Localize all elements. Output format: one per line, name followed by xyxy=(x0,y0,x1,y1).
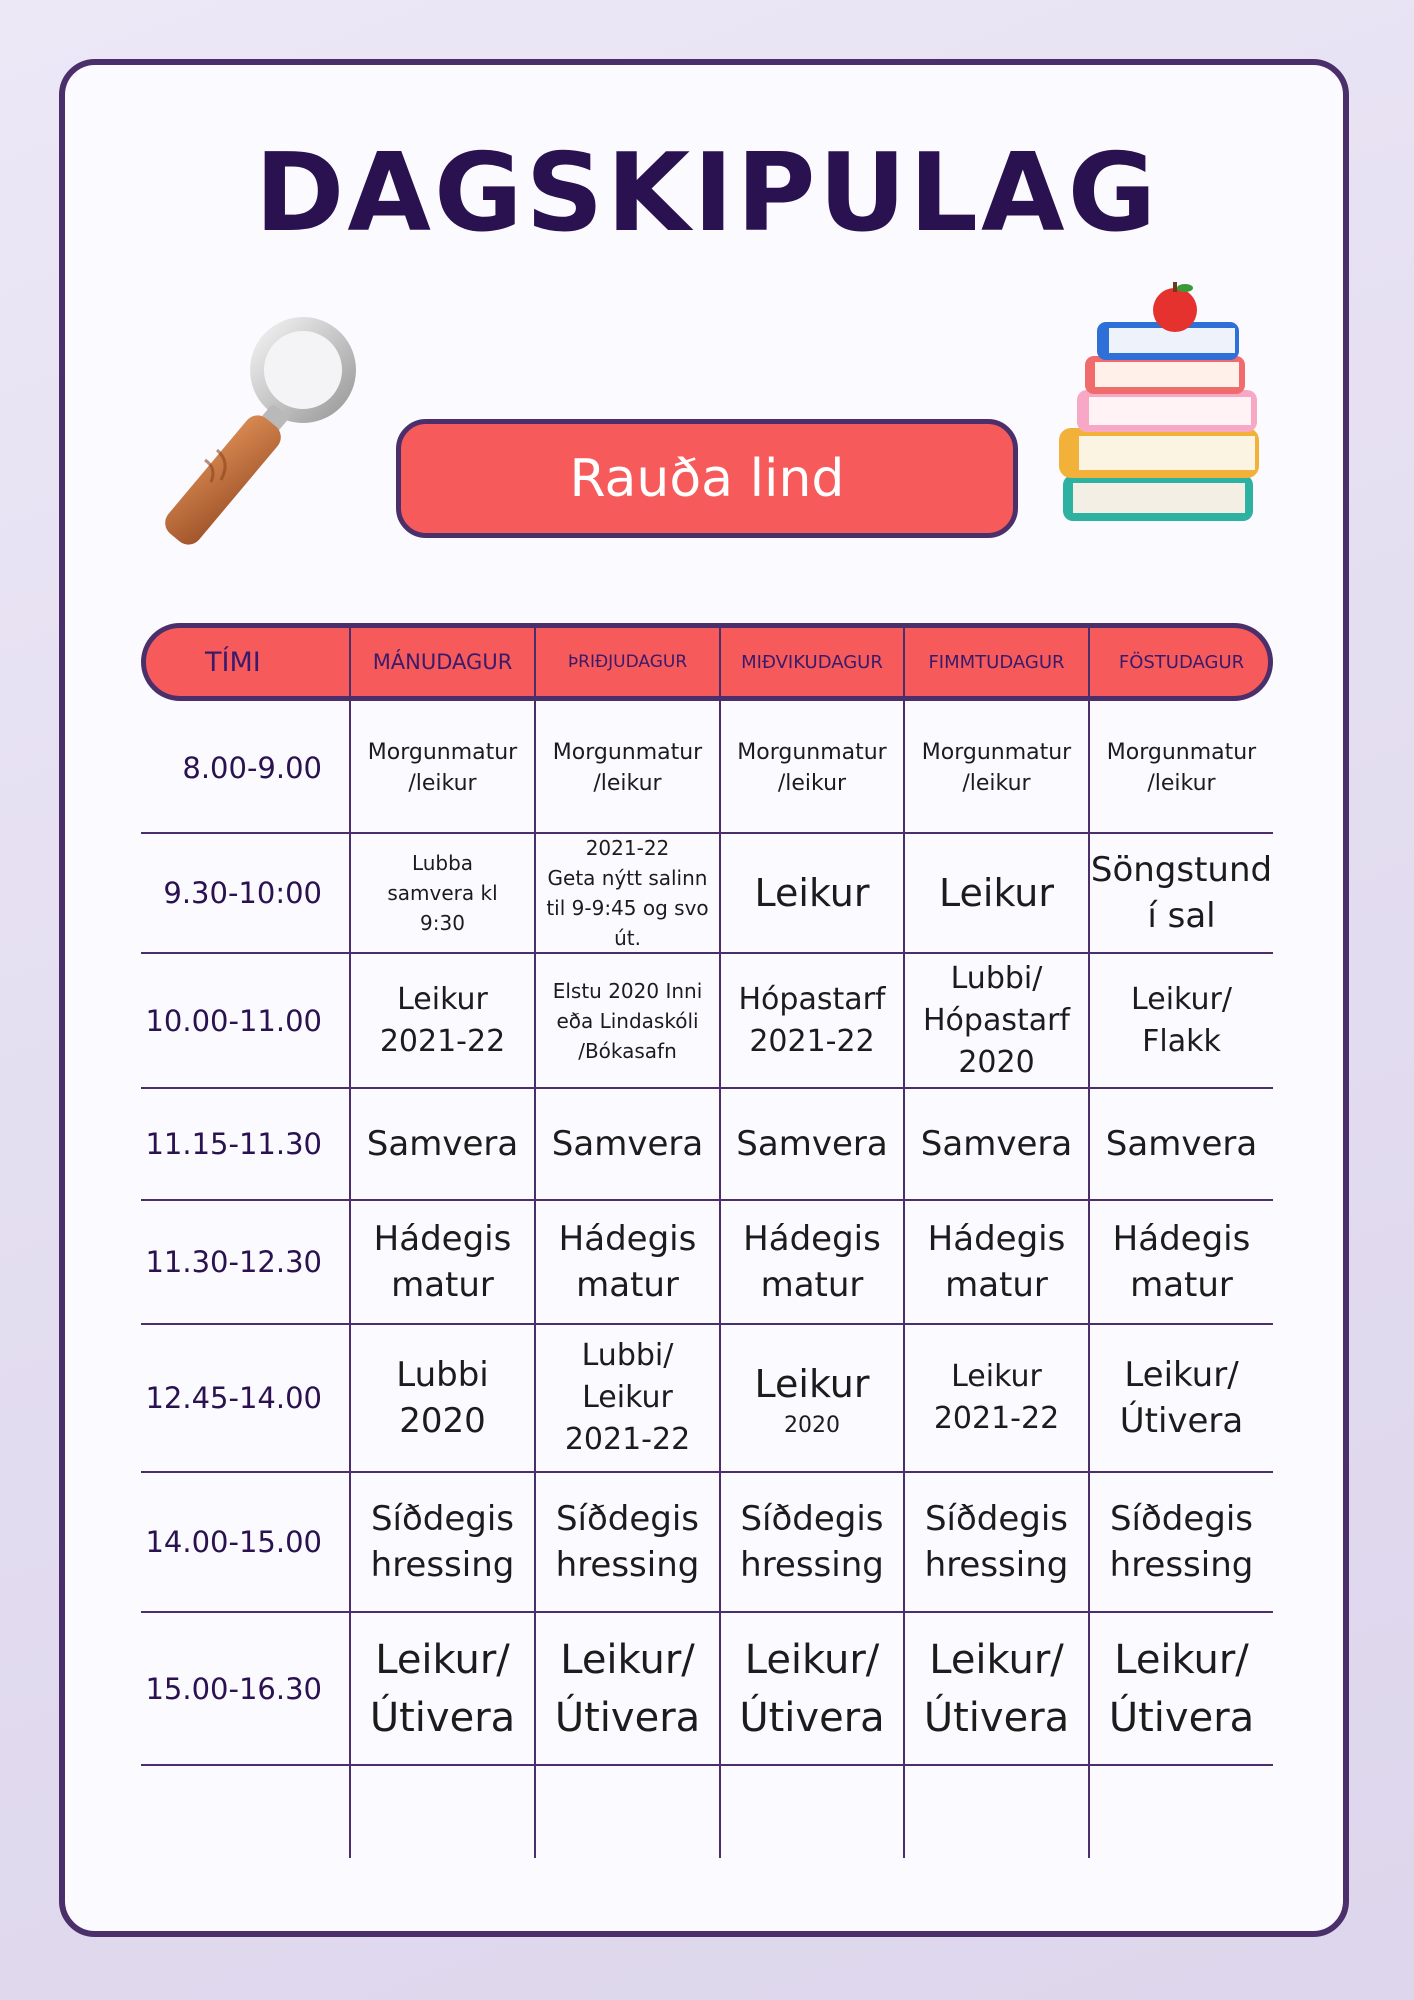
schedule-cell xyxy=(721,703,903,832)
cell-text: Leikur xyxy=(754,1362,870,1406)
time-slot: 12.45-14.00 xyxy=(145,1381,322,1415)
cell-text: matur xyxy=(1130,1265,1233,1305)
schedule-cell xyxy=(1090,1325,1273,1471)
cell-text: Lubbi/ xyxy=(950,960,1043,996)
cell-text: Síðdegis xyxy=(740,1499,884,1539)
schedule-cell xyxy=(905,1089,1088,1199)
cell-text: matur xyxy=(945,1265,1048,1305)
schedule-cell xyxy=(1090,1473,1273,1611)
cell-text: 2021-22 xyxy=(933,1401,1060,1436)
cell-text: Hádegis xyxy=(558,1219,697,1259)
cell-text: Lubbi/ xyxy=(581,1338,674,1373)
cell-text: Leikur/ xyxy=(1114,1636,1249,1683)
schedule-cell xyxy=(905,1766,1088,1858)
header-day: ÞRIÐJUDAGUR xyxy=(567,652,688,672)
cell-text: Síðdegis xyxy=(370,1499,515,1539)
cell-text: samvera kl xyxy=(387,881,498,905)
cell-text: hressing xyxy=(924,1545,1069,1585)
cell-text: hressing xyxy=(555,1545,700,1585)
cell-text: Útivera xyxy=(1119,1401,1244,1441)
cell-text: Hópastarf xyxy=(738,981,886,1017)
schedule-cell xyxy=(536,1201,719,1323)
cell-text: Síðdegis xyxy=(924,1499,1069,1539)
schedule-cell xyxy=(1090,954,1273,1087)
book-stack-apple-icon xyxy=(1055,280,1275,545)
cell-text: Hádegis xyxy=(743,1219,881,1259)
time-slot: 15.00-16.30 xyxy=(145,1671,322,1706)
schedule-cell xyxy=(905,834,1088,952)
cell-text: 9:30 xyxy=(420,911,465,935)
cell-text: Síðdegis xyxy=(1109,1499,1254,1539)
cell-text: Samvera xyxy=(366,1124,519,1164)
cell-text: /leikur xyxy=(408,770,477,796)
schedule-cell xyxy=(905,1473,1088,1611)
time-slot: 11.30-12.30 xyxy=(145,1245,322,1279)
cell-text: Leikur/ xyxy=(929,1636,1064,1683)
header-day: FIMMTUDAGUR xyxy=(928,651,1065,673)
schedule-cell xyxy=(905,703,1088,832)
schedule-cell xyxy=(351,1089,534,1199)
cell-text: Samvera xyxy=(920,1124,1073,1164)
schedule-cell xyxy=(721,1766,903,1858)
header-day: MÁNUDAGUR xyxy=(372,650,513,674)
cell-text: /Bókasafn xyxy=(578,1038,677,1063)
cell-text: til 9-9:45 og svo xyxy=(546,896,709,920)
schedule-cell xyxy=(351,1325,534,1471)
cell-text: Morgunmatur xyxy=(552,739,703,765)
schedule-cell xyxy=(351,1473,534,1611)
cell-text: Morgunmatur xyxy=(921,739,1072,765)
schedule-cell xyxy=(1090,1201,1273,1323)
schedule-cell xyxy=(536,1325,719,1471)
schedule-cell xyxy=(536,954,719,1087)
schedule-cell xyxy=(905,1325,1088,1471)
cell-text: Hádegis xyxy=(1112,1219,1251,1259)
schedule-cell xyxy=(351,954,534,1087)
schedule-cell xyxy=(351,1766,534,1858)
cell-text: Samvera xyxy=(1105,1124,1258,1164)
cell-text: Hópastarf xyxy=(922,1002,1070,1038)
schedule-cell xyxy=(905,954,1088,1087)
schedule-cell xyxy=(1090,1766,1273,1858)
cell-text: matur xyxy=(760,1265,864,1305)
cell-text: Leikur xyxy=(754,871,870,915)
schedule-cell xyxy=(721,1201,903,1323)
cell-text: 2021-22 xyxy=(379,1023,506,1059)
cell-text: /leikur xyxy=(962,770,1031,796)
cell-text: út. xyxy=(614,926,641,950)
cell-text: Útivera xyxy=(1108,1694,1255,1741)
header-day: FÖSTUDAGUR xyxy=(1118,651,1245,673)
cell-text: matur xyxy=(391,1265,494,1305)
schedule-cell xyxy=(721,954,903,1087)
cell-text: hressing xyxy=(1109,1545,1254,1585)
schedule-cell xyxy=(536,1613,719,1764)
cell-text: Leikur/ xyxy=(560,1636,695,1683)
cell-text: Útivera xyxy=(923,1694,1070,1741)
schedule-cell xyxy=(1090,1089,1273,1199)
schedule-cell xyxy=(536,1766,719,1858)
page-title: DAGSKIPULAG xyxy=(254,131,1160,256)
schedule-cell xyxy=(721,1473,903,1611)
cell-text: 2020 xyxy=(784,1413,840,1438)
cell-text: Morgunmatur xyxy=(737,739,887,765)
cell-text: 2020 xyxy=(399,1401,486,1441)
schedule-cell xyxy=(351,1201,534,1323)
cell-text: Hádegis xyxy=(927,1219,1066,1259)
schedule-cell xyxy=(536,834,719,952)
cell-text: Leikur xyxy=(939,871,1054,915)
time-slot: 8.00-9.00 xyxy=(182,750,322,785)
cell-text: eða Lindaskóli xyxy=(556,1008,699,1033)
cell-text: /leikur xyxy=(777,770,847,796)
schedule-cell xyxy=(1090,703,1273,832)
cell-text: Samvera xyxy=(551,1124,704,1164)
cell-text: Útivera xyxy=(554,1694,701,1741)
cell-text: Leikur/ xyxy=(1131,981,1232,1017)
cell-text: hressing xyxy=(370,1545,515,1585)
cell-text: hressing xyxy=(740,1545,884,1585)
cell-text: 2021-22 xyxy=(749,1023,875,1059)
cell-text: Samvera xyxy=(736,1124,888,1164)
cell-text: Leikur xyxy=(582,1380,673,1415)
cell-text: Morgunmatur xyxy=(1106,739,1257,765)
schedule-cell xyxy=(1090,1613,1273,1764)
cell-text: Síðdegis xyxy=(555,1499,700,1539)
cell-text: Útivera xyxy=(369,1694,516,1741)
schedule-cell xyxy=(351,1613,534,1764)
schedule-cell xyxy=(1090,834,1273,952)
magnifying-glass-icon xyxy=(135,310,365,550)
group-name-badge: Rauða lind xyxy=(396,419,1018,538)
cell-text: í sal xyxy=(1147,896,1216,936)
cell-text: Lubba xyxy=(411,851,474,875)
schedule-cell xyxy=(351,834,534,952)
cell-text: Leikur xyxy=(397,981,488,1017)
cell-text: Lubbi xyxy=(396,1355,489,1395)
cell-text: 2020 xyxy=(958,1044,1035,1080)
cell-text: 2021-22 xyxy=(585,836,670,860)
schedule-cell xyxy=(905,1613,1088,1764)
schedule-cell xyxy=(536,703,719,832)
time-slot xyxy=(141,1766,336,1858)
cell-text: Morgunmatur xyxy=(367,739,518,765)
schedule-cell xyxy=(721,1613,903,1764)
schedule-cell xyxy=(536,1473,719,1611)
schedule-cell xyxy=(905,1201,1088,1323)
cell-text: Leikur/ xyxy=(375,1636,510,1683)
cell-text: 2021-22 xyxy=(564,1422,691,1457)
schedule-cell xyxy=(351,703,534,832)
cell-text: Leikur/ xyxy=(1124,1355,1239,1395)
cell-text: Geta nýtt salinn xyxy=(547,866,708,890)
time-slot: 14.00-15.00 xyxy=(145,1525,322,1559)
cell-text: Flakk xyxy=(1142,1023,1221,1059)
time-slot: 10.00-11.00 xyxy=(145,1003,322,1038)
header-time: TÍMI xyxy=(205,646,261,678)
schedule-cell xyxy=(721,1089,903,1199)
time-slot: 9.30-10:00 xyxy=(163,876,322,910)
cell-text: Söngstund xyxy=(1090,850,1273,890)
header-day: MIÐVIKUDAGUR xyxy=(741,651,883,673)
cell-text: Leikur/ xyxy=(744,1636,880,1683)
schedule-cell xyxy=(721,834,903,952)
time-slot: 11.15-11.30 xyxy=(145,1127,322,1161)
schedule-cell xyxy=(721,1325,903,1471)
cell-text: matur xyxy=(576,1265,679,1305)
cell-text: Útivera xyxy=(739,1694,885,1741)
cell-text: Elstu 2020 Inni xyxy=(552,978,703,1003)
cell-text: Hádegis xyxy=(373,1219,512,1259)
cell-text: /leikur xyxy=(1147,770,1216,796)
cell-text: /leikur xyxy=(593,770,662,796)
schedule-cell xyxy=(536,1089,719,1199)
cell-text: Leikur xyxy=(951,1359,1042,1394)
